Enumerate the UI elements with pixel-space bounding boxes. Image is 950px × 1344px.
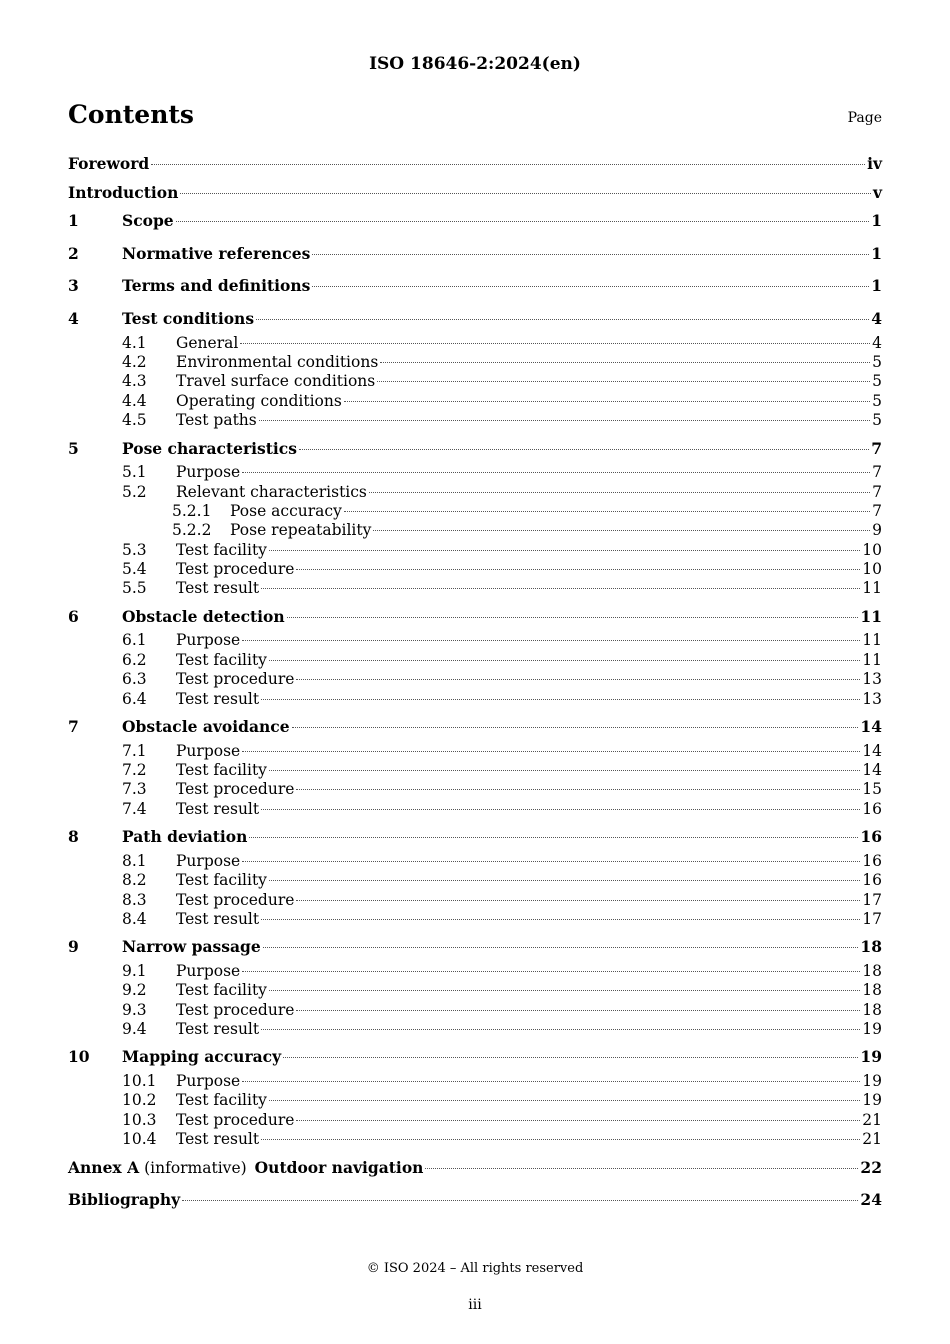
toc-entry-number: 6.3: [122, 670, 147, 689]
toc-entry-number: 5.4: [122, 560, 147, 579]
toc-entry-number: 4.5: [122, 411, 147, 430]
dot-leader: [259, 419, 870, 421]
toc-entry-number: 8.4: [122, 909, 147, 928]
toc-entry-title: Pose repeatability: [230, 521, 372, 540]
toc-page-number: 7: [871, 438, 882, 458]
toc-page-number: 10: [862, 540, 882, 559]
dot-leader: [261, 918, 860, 920]
toc-page-number: 16: [862, 799, 882, 818]
toc-entry-title: Terms and definitions: [122, 276, 311, 296]
toc-page-number: 17: [862, 909, 882, 928]
toc-entry[interactable]: [68, 272, 882, 301]
toc-entry-title: Mapping accuracy: [122, 1047, 282, 1067]
toc-entry-title: Test result: [176, 579, 260, 598]
toc-subentry[interactable]: [68, 780, 882, 799]
toc-page-number: 5: [872, 372, 882, 391]
toc-subentry[interactable]: [68, 852, 882, 871]
toc-entry-number: 6.4: [122, 689, 147, 708]
dot-leader: [182, 1199, 858, 1201]
toc-subentry[interactable]: [68, 483, 882, 502]
dot-leader: [242, 970, 860, 972]
toc-page-number: 1: [871, 276, 882, 296]
toc-page-number: 7: [872, 463, 882, 482]
toc-page-number: 13: [862, 689, 882, 708]
toc-entry-title: Test facility: [176, 650, 267, 669]
toc-entry-title: Test conditions: [122, 308, 255, 328]
dot-leader: [296, 1009, 860, 1011]
toc-entry-title: Environmental conditions: [176, 352, 379, 371]
toc-entry-title: Test procedure: [176, 780, 295, 799]
toc-page-number: 18: [862, 981, 882, 1000]
toc-entry-number: 3: [68, 276, 79, 296]
toc-entry-number: 7.3: [122, 780, 147, 799]
toc-subentry[interactable]: [68, 761, 882, 780]
toc-subentry[interactable]: [68, 463, 882, 482]
dot-leader: [296, 899, 860, 901]
dot-leader: [263, 946, 859, 948]
toc-entry-title: Test result: [176, 1020, 260, 1039]
toc-subentry[interactable]: [68, 670, 882, 689]
toc-entry-number: 9.3: [122, 1000, 147, 1019]
toc-page-number: 4: [872, 333, 882, 352]
toc-page-number: 14: [862, 760, 882, 779]
toc-subentry[interactable]: [68, 690, 882, 709]
toc-subentry[interactable]: [68, 372, 882, 391]
toc-entry-title: Test result: [176, 1130, 260, 1149]
dot-leader: [261, 808, 860, 810]
dot-leader: [425, 1167, 858, 1169]
toc-entry[interactable]: [68, 933, 882, 962]
toc-entry-title: Purpose: [176, 631, 241, 650]
dot-leader: [176, 220, 870, 222]
dot-leader: [242, 639, 860, 641]
toc-entry-number: 6.1: [122, 631, 147, 650]
toc-subentry[interactable]: [68, 579, 882, 598]
toc-entry-title: Test procedure: [176, 890, 295, 909]
page-title: Contents: [68, 100, 195, 129]
toc-page-number: 5: [872, 391, 882, 410]
toc-page-number: 18: [860, 937, 882, 957]
toc-page-number: 5: [872, 352, 882, 371]
toc-subentry[interactable]: [68, 891, 882, 910]
toc-entry-number: 8: [68, 827, 79, 847]
toc-page-number: 11: [862, 631, 882, 650]
toc-entry[interactable]: [68, 150, 882, 179]
toc-entry-number: 6.2: [122, 650, 147, 669]
toc-subsubentry[interactable]: [68, 521, 882, 540]
toc-entry-number: 4.3: [122, 372, 147, 391]
dot-leader: [261, 587, 860, 589]
toc-entry-title: Test result: [176, 909, 260, 928]
toc-entry-number: 1: [68, 211, 79, 231]
toc-entry-number: 2: [68, 243, 79, 263]
dot-leader: [296, 568, 860, 570]
toc-entry-title: Test procedure: [176, 1000, 295, 1019]
toc-entry-title: Operating conditions: [176, 391, 342, 410]
toc-page-number: 11: [862, 579, 882, 598]
toc-page-number: 11: [860, 606, 882, 626]
toc-page-number: 17: [862, 890, 882, 909]
toc-subentry[interactable]: [68, 1001, 882, 1020]
toc-page-number: 9: [872, 521, 882, 540]
dot-leader: [261, 1028, 860, 1030]
dot-leader: [242, 1080, 860, 1082]
toc-entry-number: 5.2.2: [172, 521, 212, 540]
dot-leader: [249, 836, 858, 838]
toc-entry-number: 10.1: [122, 1072, 157, 1091]
toc-entry-title: Narrow passage: [122, 937, 261, 957]
document-id: ISO 18646-2:2024(en): [369, 54, 581, 74]
toc-page-number: 21: [862, 1130, 882, 1149]
toc-entry-number: 10.2: [122, 1091, 157, 1110]
toc-entry[interactable]: [68, 240, 882, 269]
toc-page-number: 7: [872, 501, 882, 520]
toc-subsubentry[interactable]: [68, 502, 882, 521]
toc-page-number: 19: [862, 1020, 882, 1039]
toc-entry-title: Test procedure: [176, 670, 295, 689]
toc-entry-title: Test result: [176, 689, 260, 708]
dot-leader: [242, 860, 860, 862]
dot-leader: [299, 448, 869, 450]
toc-entry-number: 4: [68, 308, 79, 328]
toc-page-number: 14: [862, 741, 882, 760]
dot-leader: [373, 529, 870, 531]
toc-entry[interactable]: [68, 823, 882, 852]
toc-page-number: iv: [867, 154, 882, 173]
toc-entry-title: General: [176, 333, 239, 352]
toc-subentry[interactable]: [68, 392, 882, 411]
toc-page-number: 4: [871, 308, 882, 328]
toc-page-number: v: [872, 182, 882, 202]
dot-leader: [269, 879, 860, 881]
toc-page-number: 21: [862, 1110, 882, 1129]
toc-entry-number: 5.5: [122, 579, 147, 598]
dot-leader: [344, 400, 870, 402]
toc-entry-title: Normative references: [122, 243, 311, 263]
toc-subentry[interactable]: [68, 800, 882, 819]
dot-leader: [296, 1119, 860, 1121]
toc-entry-number: 5.1: [122, 463, 147, 482]
toc-subentry[interactable]: [68, 651, 882, 670]
toc-entry-title: Obstacle avoidance: [122, 717, 290, 736]
toc-entry-title: Scope: [122, 211, 174, 231]
toc-page-number: 1: [871, 243, 882, 263]
dot-leader: [180, 192, 871, 194]
toc-page-number: 24: [860, 1190, 882, 1210]
toc-page-number: 22: [860, 1157, 882, 1177]
toc-entry-title: Path deviation: [122, 827, 248, 847]
dot-leader: [269, 549, 860, 551]
toc-entry-title: Foreword: [68, 154, 150, 173]
toc-subentry[interactable]: [68, 910, 882, 929]
annex-kind: (informative): [144, 1158, 247, 1177]
toc-entry[interactable]: [68, 435, 882, 464]
toc-entry-number: 8.1: [122, 851, 147, 870]
toc-entry-title: Purpose: [176, 463, 241, 482]
copyright-notice: © ISO 2024 – All rights reserved: [366, 1261, 584, 1276]
toc-subentry[interactable]: [68, 1020, 882, 1039]
toc-subentry[interactable]: [68, 981, 882, 1000]
toc-entry-number: 9.4: [122, 1020, 147, 1039]
toc-subentry[interactable]: [68, 1130, 882, 1149]
toc-subentry[interactable]: [68, 541, 882, 560]
toc-page-number: 10: [862, 560, 882, 579]
toc-entry-title: Purpose: [176, 1072, 241, 1091]
toc-entry-number: 8.3: [122, 890, 147, 909]
toc-entry-title: Test procedure: [176, 1110, 295, 1129]
toc-entry-number: 7.1: [122, 741, 147, 760]
toc-entry-title: Test facility: [176, 981, 267, 1000]
toc-entry-number: 10: [68, 1047, 90, 1067]
dot-leader: [242, 750, 860, 752]
toc-entry-number: 4.4: [122, 391, 147, 410]
toc-entry-title: Test procedure: [176, 560, 295, 579]
toc-page-number: 19: [862, 1072, 882, 1091]
toc-subentry[interactable]: [68, 1111, 882, 1130]
toc-entry-title: Relevant characteristics: [176, 482, 367, 501]
toc-entry-title: Test facility: [176, 540, 267, 559]
toc-entry-number: 10.3: [122, 1110, 157, 1129]
toc-entry-number: 4.2: [122, 352, 147, 371]
page-column-label: Page: [847, 110, 882, 126]
dot-leader: [261, 698, 860, 700]
dot-leader: [256, 318, 869, 320]
dot-leader: [269, 1099, 860, 1101]
toc-page-number: 18: [862, 1000, 882, 1019]
toc-entry-title: Introduction: [68, 182, 179, 202]
toc-entry-number: 10.4: [122, 1130, 157, 1149]
toc-entry[interactable]: [68, 1043, 882, 1072]
toc-page-number: 11: [862, 650, 882, 669]
toc-entry-title: Test facility: [176, 760, 267, 779]
toc-entry-number: 7: [68, 717, 79, 736]
toc-entry-title: Purpose: [176, 961, 241, 980]
dot-leader: [269, 989, 860, 991]
toc-page-number: 13: [862, 670, 882, 689]
toc-subentry[interactable]: [68, 1091, 882, 1110]
annex-title: Outdoor navigation: [254, 1157, 424, 1177]
toc-entry-title: Pose accuracy: [230, 501, 342, 520]
toc-entry[interactable]: [68, 207, 882, 236]
toc-entry-number: 5.2: [122, 482, 147, 501]
toc-entry-number: 7.4: [122, 799, 147, 818]
toc-subentry[interactable]: [68, 962, 882, 981]
dot-leader: [377, 380, 870, 382]
page-number: iii: [468, 1297, 482, 1313]
toc-entry-number: 5.2.1: [172, 501, 212, 520]
toc-entry-number: 5.3: [122, 540, 147, 559]
dot-leader: [269, 659, 860, 661]
toc-entry-number: 9.2: [122, 981, 147, 1000]
toc-page-number: 16: [862, 851, 882, 870]
toc-page-number: 19: [860, 1047, 882, 1067]
dot-leader: [312, 253, 869, 255]
toc-page-number: 7: [872, 482, 882, 501]
dot-leader: [269, 769, 860, 771]
toc-subentry[interactable]: [68, 871, 882, 890]
toc-entry-number: 4.1: [122, 333, 147, 352]
table-of-contents: [68, 150, 882, 1215]
toc-entry-number: 8.2: [122, 871, 147, 890]
dot-leader: [242, 471, 870, 473]
toc-subentry[interactable]: [68, 334, 882, 353]
toc-page-number: 18: [862, 961, 882, 980]
toc-page-number: 15: [862, 780, 882, 799]
toc-entry[interactable]: [68, 713, 882, 742]
toc-entry-title: Test paths: [176, 411, 257, 430]
toc-annex-title: [68, 1154, 423, 1183]
toc-entry-number: 6: [68, 606, 79, 626]
toc-entry[interactable]: [68, 1186, 882, 1215]
toc-entry-number: 7.2: [122, 760, 147, 779]
dot-leader: [296, 788, 860, 790]
toc-subentry[interactable]: [68, 742, 882, 761]
toc-subentry[interactable]: [68, 1072, 882, 1091]
toc-entry-title: Pose characteristics: [122, 438, 297, 458]
toc-page-number: 16: [860, 827, 882, 847]
toc-page-number: 19: [862, 1091, 882, 1110]
toc-subentry[interactable]: [68, 353, 882, 372]
dot-leader: [312, 285, 869, 287]
toc-entry-title: Purpose: [176, 851, 241, 870]
toc-entry-title: Test result: [176, 799, 260, 818]
dot-leader: [292, 726, 859, 728]
toc-entry-number: 5: [68, 438, 79, 458]
dot-leader: [369, 491, 870, 493]
toc-page-number: 5: [872, 411, 882, 430]
toc-subentry[interactable]: [68, 631, 882, 650]
dot-leader: [151, 163, 865, 165]
toc-page-number: 16: [862, 871, 882, 890]
dot-leader: [380, 361, 870, 363]
dot-leader: [287, 616, 859, 618]
toc-entry-title: Obstacle detection: [122, 606, 285, 626]
toc-subentry[interactable]: [68, 411, 882, 430]
toc-entry-title: Purpose: [176, 741, 241, 760]
toc-entry-number: 9: [68, 937, 79, 957]
toc-entry-number: 9.1: [122, 961, 147, 980]
dot-leader: [344, 510, 870, 512]
dot-leader: [283, 1056, 858, 1058]
toc-entry[interactable]: [68, 603, 882, 632]
dot-leader: [240, 342, 870, 344]
toc-entry[interactable]: [68, 1154, 882, 1183]
toc-entry-title: Travel surface conditions: [176, 372, 376, 391]
toc-entry-title: Test facility: [176, 871, 267, 890]
dot-leader: [296, 678, 860, 680]
toc-entry-title: Bibliography: [68, 1190, 181, 1210]
toc-page-number: 1: [871, 211, 882, 231]
toc-page-number: 14: [860, 717, 882, 736]
toc-subentry[interactable]: [68, 560, 882, 579]
dot-leader: [261, 1138, 860, 1140]
toc-entry-title: Test facility: [176, 1091, 267, 1110]
annex-label: Annex A: [68, 1157, 140, 1177]
toc-entry[interactable]: [68, 179, 882, 208]
toc-entry[interactable]: [68, 305, 882, 334]
